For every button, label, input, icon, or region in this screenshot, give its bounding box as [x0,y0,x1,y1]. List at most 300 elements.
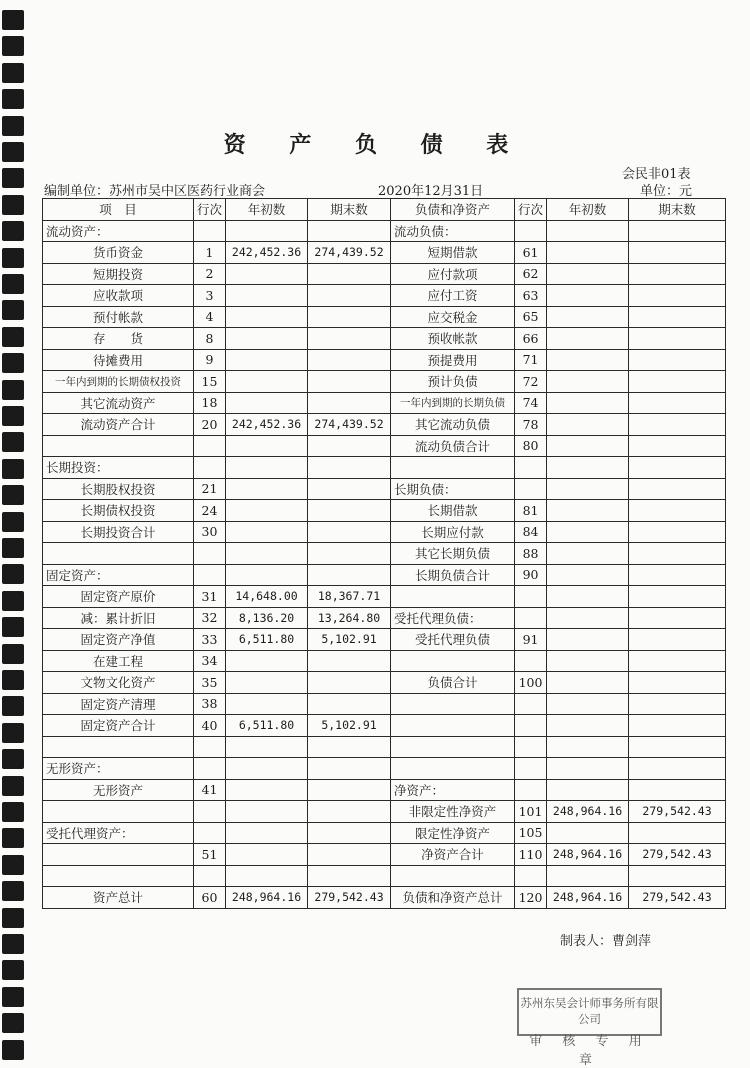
asset-begin: 242,452.36 [226,242,308,264]
liability-line-no: 101 [515,801,547,823]
asset-end [308,736,391,758]
asset-item [43,801,194,823]
table-row [43,500,726,522]
stamp-firm-name: 苏州东吴会计师事务所有限公司 [520,996,659,1026]
binding-hole [2,749,24,769]
asset-line-no: 24 [194,500,226,522]
liability-begin [547,500,629,522]
liability-item: 受托代理负债 [391,629,515,651]
table-row [43,779,726,801]
liability-begin [547,607,629,629]
asset-begin [226,693,308,715]
asset-item: 长期债权投资 [43,500,194,522]
asset-item: 流动资产合计 [43,414,194,436]
asset-begin [226,435,308,457]
liability-begin [547,392,629,414]
header-liability-line-no: 行次 [515,199,547,221]
table-row [43,263,726,285]
liability-begin [547,736,629,758]
liability-line-no: 61 [515,242,547,264]
asset-item: 待摊费用 [43,349,194,371]
liability-item: 应付工资 [391,285,515,307]
liability-item: 预计负债 [391,371,515,393]
asset-end [308,457,391,479]
liability-end [629,328,726,350]
liability-begin [547,371,629,393]
liability-line-no [515,650,547,672]
binding-hole [2,591,24,611]
header-end: 期末数 [308,199,391,221]
binding-hole [2,353,24,373]
table-row [43,607,726,629]
liability-line-no: 66 [515,328,547,350]
liability-end: 279,542.43 [629,887,726,909]
liability-item: 预收帐款 [391,328,515,350]
liability-begin [547,758,629,780]
asset-begin: 8,136.20 [226,607,308,629]
liability-item: 流动负债： [391,220,515,242]
liability-line-no: 74 [515,392,547,414]
asset-begin [226,650,308,672]
asset-item: 应收款项 [43,285,194,307]
liability-end [629,285,726,307]
asset-item: 固定资产合计 [43,715,194,737]
table-row [43,435,726,457]
liability-end [629,349,726,371]
binding-hole [2,512,24,532]
asset-item [43,435,194,457]
asset-begin: 14,648.00 [226,586,308,608]
liability-end [629,392,726,414]
binding-hole [2,485,24,505]
binding-hole [2,63,24,83]
table-row [43,672,726,694]
asset-end: 5,102.91 [308,629,391,651]
liability-item: 长期借款 [391,500,515,522]
asset-line-no: 8 [194,328,226,350]
table-row [43,392,726,414]
binding-hole [2,564,24,584]
binding-hole [2,881,24,901]
liability-begin [547,543,629,565]
asset-line-no: 15 [194,371,226,393]
liability-begin: 248,964.16 [547,801,629,823]
asset-line-no [194,801,226,823]
asset-end: 279,542.43 [308,887,391,909]
form-number: 会民非01表 [622,167,691,182]
asset-begin: 242,452.36 [226,414,308,436]
liability-end [629,715,726,737]
asset-end [308,306,391,328]
asset-line-no: 20 [194,414,226,436]
liability-item [391,457,515,479]
asset-line-no: 31 [194,586,226,608]
binding-hole [2,36,24,56]
liability-line-no [515,758,547,780]
asset-begin [226,779,308,801]
asset-line-no: 30 [194,521,226,543]
audit-stamp [517,988,662,1068]
liability-line-no: 90 [515,564,547,586]
liability-item: 长期负债合计 [391,564,515,586]
balance-sheet-table [42,198,726,909]
asset-end [308,865,391,887]
liability-end [629,414,726,436]
asset-line-no: 40 [194,715,226,737]
asset-line-no: 34 [194,650,226,672]
table-row [43,543,726,565]
liability-end: 279,542.43 [629,801,726,823]
liability-line-no: 71 [515,349,547,371]
table-row [43,758,726,780]
asset-item: 长期投资： [43,457,194,479]
asset-line-no: 60 [194,887,226,909]
asset-line-no [194,758,226,780]
asset-item: 资产总计 [43,887,194,909]
liability-item: 应交税金 [391,306,515,328]
header-liability-end: 期末数 [629,199,726,221]
asset-end [308,844,391,866]
binding-hole [2,432,24,452]
table-row [43,414,726,436]
table-row [43,629,726,651]
liability-begin [547,693,629,715]
liability-begin [547,865,629,887]
table-row [43,220,726,242]
asset-item: 存 货 [43,328,194,350]
liability-line-no: 105 [515,822,547,844]
binding-hole [2,987,24,1007]
liability-line-no [515,779,547,801]
liability-line-no: 84 [515,521,547,543]
liability-end [629,306,726,328]
binding-hole [2,274,24,294]
asset-end: 274,439.52 [308,414,391,436]
asset-begin [226,500,308,522]
liability-end [629,607,726,629]
asset-item: 固定资产： [43,564,194,586]
binding-hole [2,380,24,400]
asset-end [308,285,391,307]
binding-hole [2,908,24,928]
liability-line-no [515,457,547,479]
header-begin: 年初数 [226,199,308,221]
liability-begin [547,414,629,436]
asset-end [308,521,391,543]
liability-line-no: 65 [515,306,547,328]
liability-end [629,779,726,801]
asset-end: 274,439.52 [308,242,391,264]
table-row [43,564,726,586]
asset-end [308,758,391,780]
binding-hole [2,406,24,426]
liability-end [629,758,726,780]
liability-begin [547,478,629,500]
asset-item: 货币资金 [43,242,194,264]
liability-line-no: 120 [515,887,547,909]
binding-hole [2,960,24,980]
asset-begin [226,263,308,285]
asset-end [308,564,391,586]
table-row [43,822,726,844]
liability-end [629,564,726,586]
asset-line-no: 38 [194,693,226,715]
asset-item: 固定资产净值 [43,629,194,651]
liability-item: 长期应付款 [391,521,515,543]
liability-end [629,650,726,672]
liability-line-no: 72 [515,371,547,393]
binding-hole [2,723,24,743]
asset-begin [226,371,308,393]
asset-begin [226,543,308,565]
liability-line-no: 62 [515,263,547,285]
asset-end: 13,264.80 [308,607,391,629]
table-row [43,736,726,758]
asset-end [308,371,391,393]
asset-end: 18,367.71 [308,586,391,608]
asset-line-no: 4 [194,306,226,328]
asset-line-no: 2 [194,263,226,285]
liability-item [391,715,515,737]
asset-end [308,672,391,694]
organization-name: 编制单位：苏州市吴中区医药行业商会 [44,184,266,199]
asset-item: 一年内到期的长期债权投资 [43,371,194,393]
currency-unit: 单位：元 [640,184,693,199]
binding-hole [2,221,24,241]
liability-begin [547,822,629,844]
binding-hole [2,327,24,347]
asset-line-no: 51 [194,844,226,866]
asset-line-no: 41 [194,779,226,801]
asset-item: 无形资产 [43,779,194,801]
asset-item: 固定资产清理 [43,693,194,715]
table-row [43,801,726,823]
liability-line-no [515,220,547,242]
binding-hole [2,696,24,716]
liability-item: 净资产合计 [391,844,515,866]
binding-hole [2,168,24,188]
binding-hole [2,617,24,637]
binding-hole [2,89,24,109]
binding-hole [2,855,24,875]
table-row [43,586,726,608]
preparer-signature: 制表人：曹剑萍 [560,934,652,949]
asset-end [308,220,391,242]
liability-line-no: 78 [515,414,547,436]
asset-line-no [194,220,226,242]
asset-line-no: 3 [194,285,226,307]
liability-item [391,758,515,780]
asset-begin [226,478,308,500]
liability-line-no [515,865,547,887]
table-row [43,371,726,393]
liability-line-no: 88 [515,543,547,565]
liability-line-no [515,693,547,715]
liability-begin [547,220,629,242]
asset-begin [226,349,308,371]
liability-item: 流动负债合计 [391,435,515,457]
binding-hole [2,828,24,848]
header-liability-begin: 年初数 [547,199,629,221]
liability-item: 负债合计 [391,672,515,694]
liability-item: 其它长期负债 [391,543,515,565]
liability-line-no: 100 [515,672,547,694]
asset-line-no: 35 [194,672,226,694]
table-row [43,285,726,307]
stamp-purpose: 审 核 专 用 章 [529,1034,650,1068]
header-liability-item: 负债和净资产 [391,199,515,221]
asset-begin [226,392,308,414]
liability-end [629,220,726,242]
asset-line-no: 9 [194,349,226,371]
binding-hole [2,934,24,954]
liability-line-no [515,478,547,500]
asset-line-no [194,736,226,758]
asset-item: 文物文化资产 [43,672,194,694]
asset-line-no [194,543,226,565]
report-date: 2020年12月31日 [378,184,484,199]
asset-item: 流动资产： [43,220,194,242]
asset-line-no [194,564,226,586]
liability-end [629,500,726,522]
asset-begin [226,736,308,758]
liability-line-no [515,607,547,629]
asset-begin [226,844,308,866]
table-row [43,306,726,328]
asset-end [308,543,391,565]
binding-hole [2,802,24,822]
binding-hole [2,644,24,664]
asset-line-no [194,865,226,887]
asset-end [308,263,391,285]
table-row [43,457,726,479]
asset-begin [226,328,308,350]
liability-end [629,521,726,543]
asset-item: 无形资产： [43,758,194,780]
liability-begin [547,263,629,285]
binding-hole [2,1040,24,1060]
liability-end [629,263,726,285]
liability-item: 短期借款 [391,242,515,264]
asset-end [308,349,391,371]
liability-end [629,586,726,608]
asset-begin [226,220,308,242]
liability-end [629,457,726,479]
asset-item: 长期股权投资 [43,478,194,500]
asset-begin [226,758,308,780]
liability-item: 非限定性净资产 [391,801,515,823]
liability-line-no: 81 [515,500,547,522]
table-row [43,242,726,264]
asset-item [43,865,194,887]
liability-line-no: 63 [515,285,547,307]
table-row [43,865,726,887]
asset-item: 受托代理资产： [43,822,194,844]
table-row [43,715,726,737]
asset-begin [226,285,308,307]
liability-end [629,672,726,694]
liability-begin [547,629,629,651]
liability-line-no: 91 [515,629,547,651]
liability-line-no [515,736,547,758]
table-row [43,349,726,371]
asset-begin: 6,511.80 [226,715,308,737]
binding-edge [0,0,34,1061]
asset-item: 固定资产原价 [43,586,194,608]
header-item: 项 目 [43,199,194,221]
page-title: 资 产 负 债 表 [223,132,527,158]
liability-end [629,478,726,500]
asset-begin [226,306,308,328]
liability-begin [547,349,629,371]
asset-end [308,435,391,457]
binding-hole [2,1013,24,1033]
liability-begin [547,435,629,457]
asset-line-no: 21 [194,478,226,500]
table-row [43,521,726,543]
asset-item: 其它流动资产 [43,392,194,414]
asset-line-no [194,822,226,844]
liability-item [391,586,515,608]
asset-begin [226,801,308,823]
liability-begin: 248,964.16 [547,887,629,909]
binding-hole [2,300,24,320]
binding-hole [2,248,24,268]
liability-line-no [515,715,547,737]
liability-end: 279,542.43 [629,844,726,866]
asset-end: 5,102.91 [308,715,391,737]
asset-item: 预付帐款 [43,306,194,328]
liability-item [391,736,515,758]
asset-begin [226,457,308,479]
asset-line-no [194,435,226,457]
asset-end [308,801,391,823]
liability-begin [547,521,629,543]
table-row [43,887,726,909]
asset-end [308,328,391,350]
liability-item: 长期负债： [391,478,515,500]
liability-begin [547,586,629,608]
table-row [43,650,726,672]
asset-begin: 248,964.16 [226,887,308,909]
liability-begin [547,306,629,328]
liability-begin [547,285,629,307]
liability-end [629,736,726,758]
binding-hole [2,776,24,796]
asset-end [308,392,391,414]
asset-line-no: 18 [194,392,226,414]
liability-item [391,650,515,672]
asset-begin [226,564,308,586]
liability-item: 负债和净资产总计 [391,887,515,909]
asset-item: 在建工程 [43,650,194,672]
asset-item [43,844,194,866]
liability-item [391,693,515,715]
binding-hole [2,10,24,30]
asset-item: 长期投资合计 [43,521,194,543]
asset-line-no: 33 [194,629,226,651]
liability-end [629,629,726,651]
liability-end [629,822,726,844]
liability-line-no: 110 [515,844,547,866]
liability-begin [547,672,629,694]
liability-end [629,242,726,264]
asset-end [308,693,391,715]
liability-begin [547,457,629,479]
table-row [43,478,726,500]
table-row [43,693,726,715]
liability-begin [547,650,629,672]
